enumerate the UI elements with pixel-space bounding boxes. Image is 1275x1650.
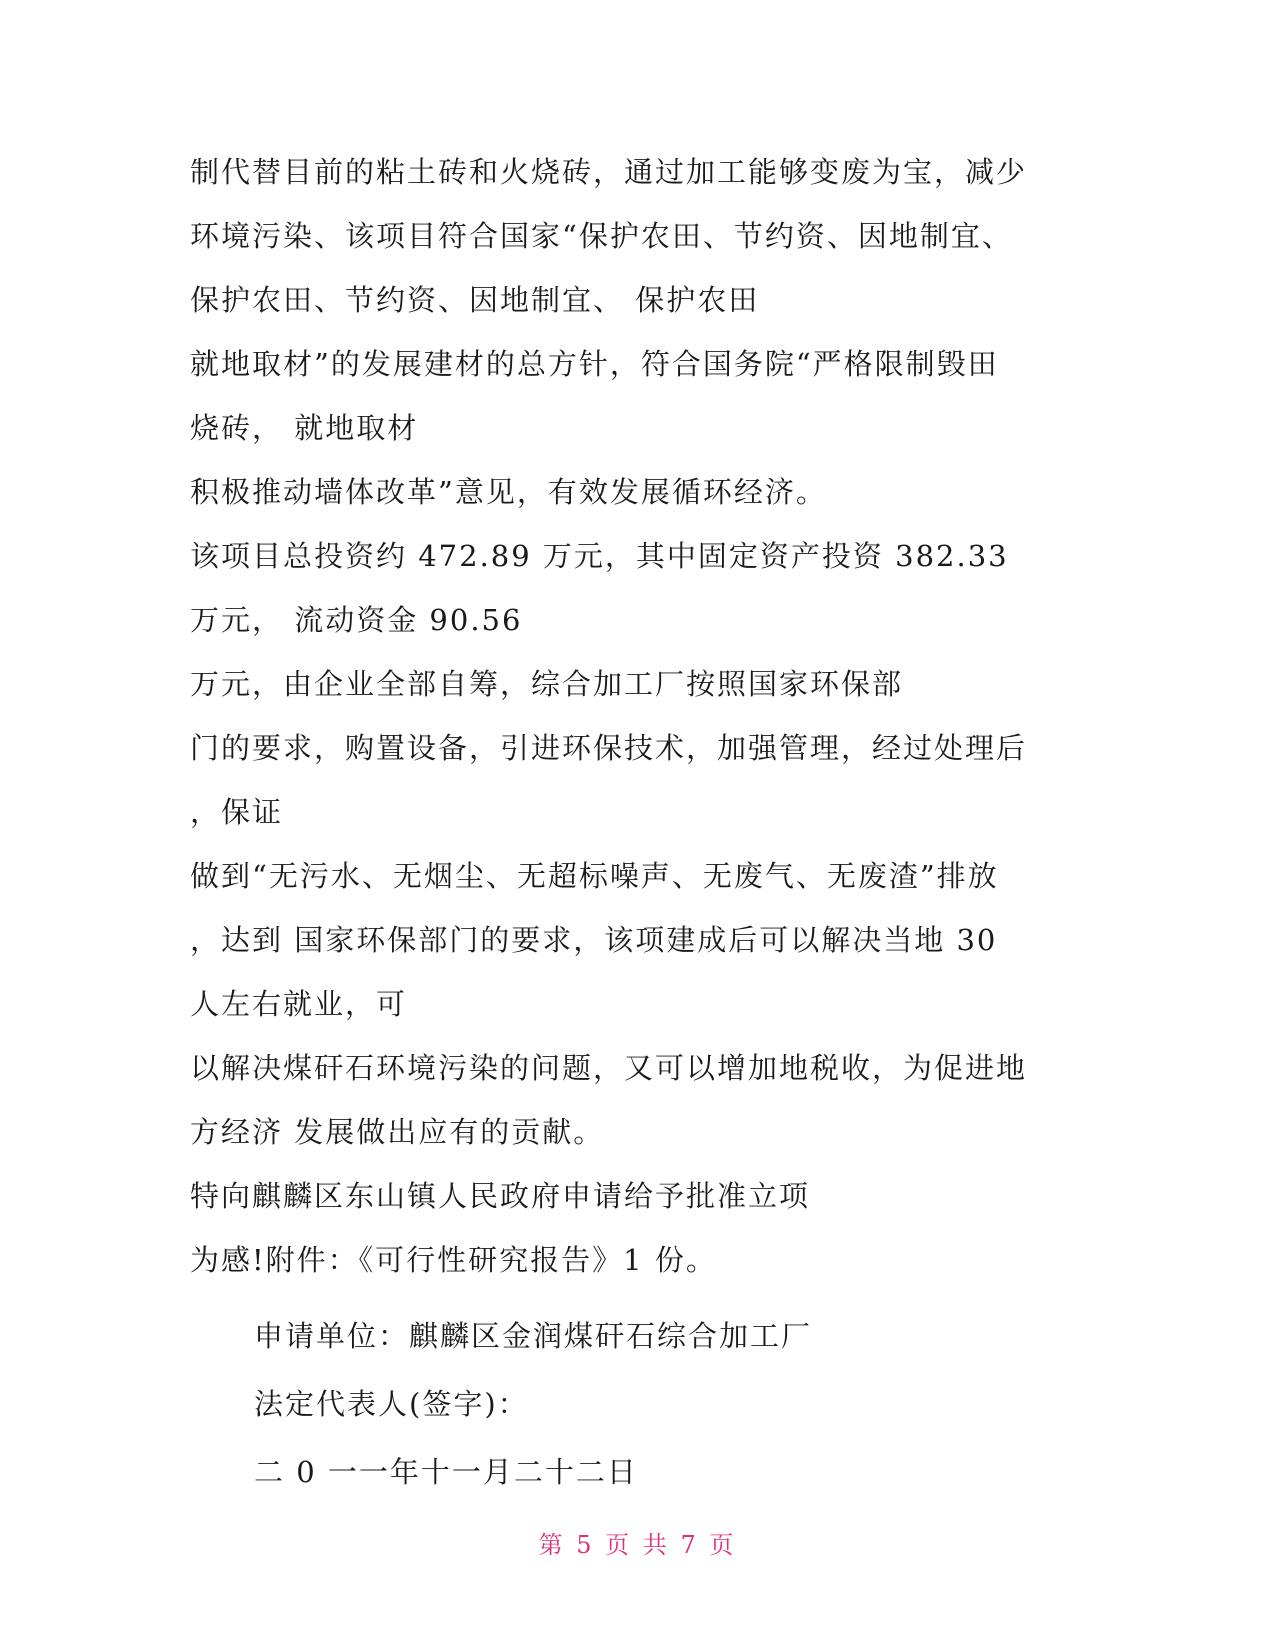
paragraph-line: 做到“无污水、无烟尘、无超标噪声、无废气、无废渣”排放 xyxy=(190,859,999,893)
paragraph-line: 烧砖， 就地取材 xyxy=(190,411,419,445)
paragraph-line: 人左右就业，可 xyxy=(190,987,408,1021)
paragraph-line: ，保证 xyxy=(190,795,284,829)
paragraph-line: 万元， 流动资金 90.56 xyxy=(190,603,523,637)
paragraph-line: 积极推动墙体改革”意见，有效发展循环经济。 xyxy=(190,475,827,509)
paragraph-line: ，达到 国家环保部门的要求，该项建成后可以解决当地 30 xyxy=(190,923,998,957)
paragraph-line: 方经济 发展做出应有的贡献。 xyxy=(190,1115,605,1149)
paragraph-line: 该项目总投资约 472.89 万元，其中固定资产投资 382.33 xyxy=(190,539,1009,573)
paragraph-line: 保护农田、节约资、因地制宜、 保护农田 xyxy=(190,283,760,317)
paragraph-line: 特向麒麟区东山镇人民政府申请给予批准立项 xyxy=(190,1179,811,1213)
paragraph-line: 门的要求，购置设备，引进环保技术，加强管理，经过处理后 xyxy=(190,731,1028,765)
date-line: 二 0 一一年十一月二十二日 xyxy=(254,1455,638,1489)
applicant-line: 申请单位：麒麟区金润煤矸石综合加工厂 xyxy=(254,1319,813,1353)
paragraph-line: 环境污染、该项目符合国家“保护农田、节约资、因地制宜、 xyxy=(190,219,1013,253)
representative-signature-line: 法定代表人(签字)： xyxy=(254,1387,529,1421)
paragraph-line: 为感!附件：《可行性研究报告》1 份。 xyxy=(190,1243,717,1277)
page-number-footer: 第 5 页 共 7 页 xyxy=(538,1531,737,1559)
paragraph-line: 就地取材”的发展建材的总方针，符合国务院“严格限制毁田 xyxy=(190,347,999,381)
paragraph-line: 以解决煤矸石环境污染的问题，又可以增加地税收，为促进地 xyxy=(190,1051,1028,1085)
signature-block xyxy=(190,1302,1090,1506)
paragraph-line: 万元，由企业全部自筹，综合加工厂按照国家环保部 xyxy=(190,667,904,701)
document-body xyxy=(190,140,1090,1506)
paragraph-line: 制代替目前的粘土砖和火烧砖，通过加工能够变废为宝，减少 xyxy=(190,155,1028,189)
